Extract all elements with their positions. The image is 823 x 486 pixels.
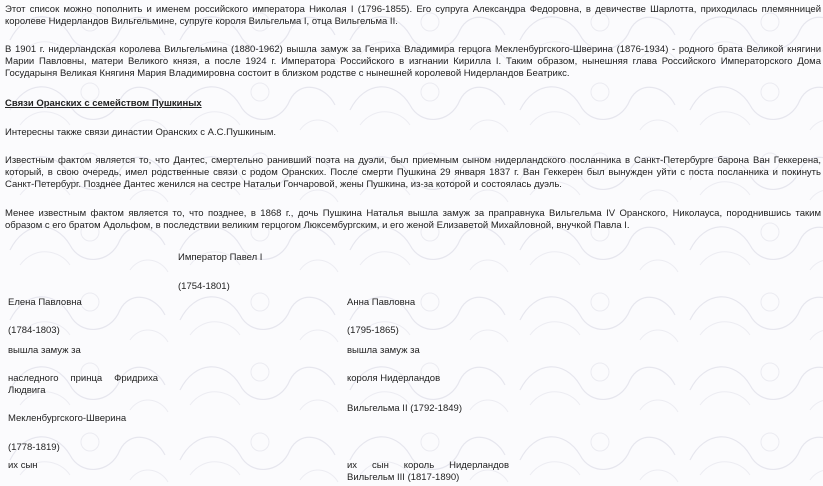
tree-left-spouse-years: (1778-1819) [8,442,60,453]
tree-right-child: их сын король Нидерландов Вильгельм III (1817-1890) [347,460,509,483]
tree-left-married: вышла замуж за [8,345,81,356]
paragraph-wilhelmina: В 1901 г. нидерландская королева Вильгельмина (1880-1962) вышла замуж за Генриха Владимира герцога Мекленбургского-Шверина (1876-1934) - родного брата Великой княгини Марии Павловны, матери Великого князя, а после 1924 г. Императора Российского в изгнании Кирилла I. Таким образом, нынешняя глава Российского Императорского Дома Государыня Великая Княгиня Мария Владимировна состоит в близком родстве с нынешней королевой Нидерландов Беатрикс. [5,44,821,79]
paragraph-natalia: Менее известным фактом является то, что позднее, в 1868 г., дочь Пушкина Наталья вышла замуж за праправнука Вильгельма IV Оранского, Николауса, породнившись таким образом с его братом Адольфом, в последствии великим герцогом Люксембургским, и его женой Елизаветой Михайловной, внучкой Павла I. [5,208,821,231]
section-heading: Связи Оранских с семейством Пушкиных [5,98,202,109]
paragraph-nicholas: Этот список можно пополнить и именем российского императора Николая I (1796-1855). Его супруга Александра Федоровна, в девичестве Шарлотта, приходилась племянницей королеве Нидерландов Вильгельмине, супруге короля Вильгельма I, отца Вильгельма II. [5,4,821,27]
tree-root-name: Император Павел I [178,252,263,263]
tree-left-child: их сын [8,460,38,471]
paragraph-intro: Интересны также связи династии Оранских с А.С.Пушкиным. [5,127,277,138]
tree-left-years: (1784-1803) [8,325,60,336]
tree-left-name: Елена Павловна [8,297,82,308]
tree-root-years: (1754-1801) [178,281,230,292]
tree-left-spouse: наследного принца Фридриха Людвига [8,373,158,396]
tree-right-name: Анна Павловна [347,297,416,308]
paragraph-dantes: Известным фактом является то, что Дантес, смертельно ранивший поэта на дуэли, был приемным сыном нидерландского посланника в Санкт-Петербурге барона Ван Геккерена, который, в свою очередь, имел родственные связи с родом Оранских. После смерти Пушкина 29 января 1837 г. Ван Геккерен был вынужден уйти с поста посланника и покинуть Санкт-Петербург. Позднее Дантес женился на сестре Натальи Гончаровой, жены Пушкина, из-за которой и состоялась дуэль. [5,155,821,190]
tree-right-married: вышла замуж за [347,345,420,356]
tree-right-spouse-name: Вильгельма II (1792-1849) [347,403,462,414]
tree-left-spouse-house: Мекленбургского-Шверина [8,413,127,424]
tree-right-spouse: короля Нидерландов [347,373,441,384]
tree-right-years: (1795-1865) [347,325,399,336]
